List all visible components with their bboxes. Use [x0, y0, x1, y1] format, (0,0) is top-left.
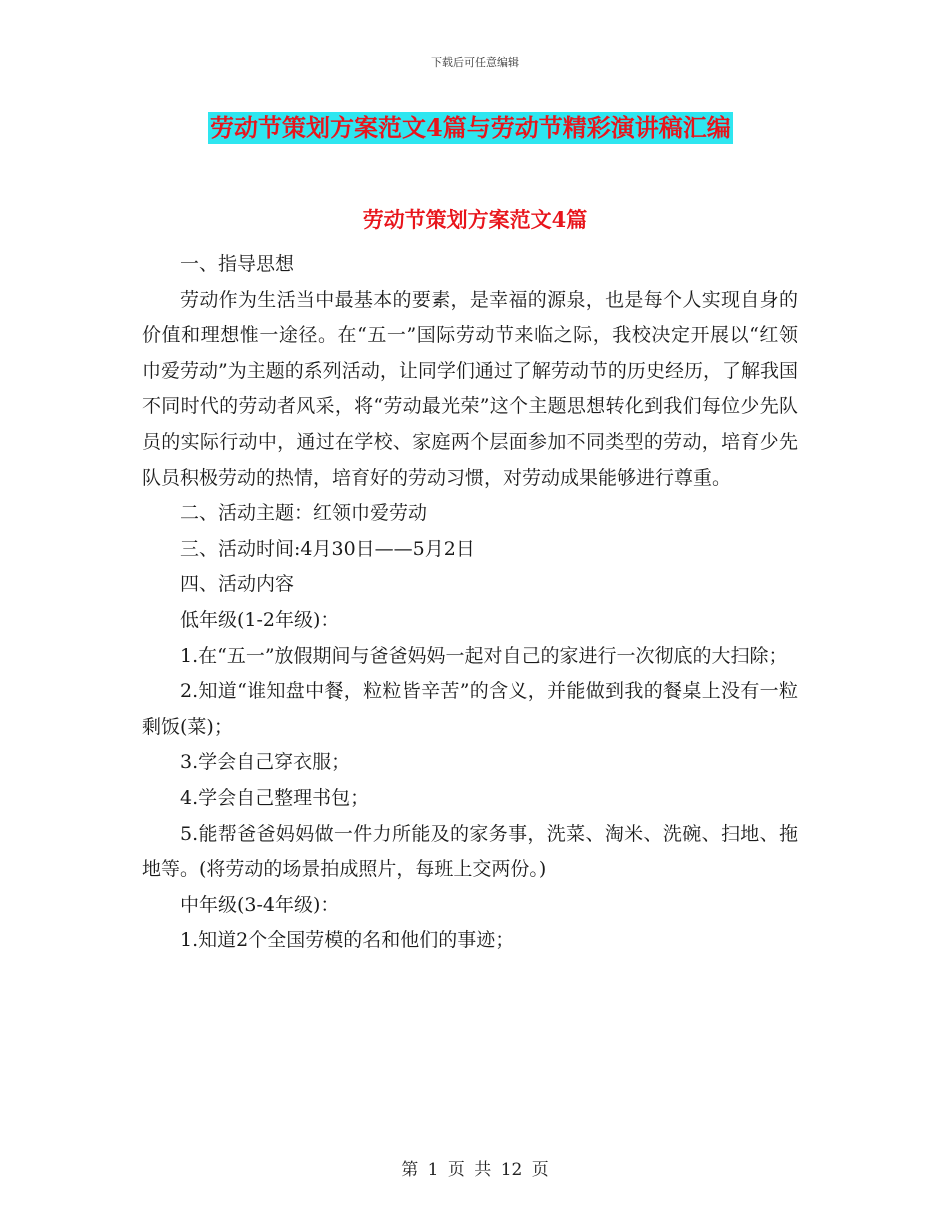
paragraph: 1.知道2个全国劳模的名和他们的事迹；	[180, 929, 515, 952]
paragraph: 一、指导思想	[180, 253, 295, 275]
paragraph: 劳动作为生活当中最基本的要素，是幸福的源泉，也是每个人实现自身的价值和理想惟一途径。在“五一”国际劳动节来临之际，我校决定开展以“红领巾爱劳动”为主题的系列活动，让同学们通过了解劳动节的历史经历，了解我国不同时代的劳动者风采，将“劳动最光荣”这个主题思想转化到我们每位少先队员的实际行动中，通过在学校、家庭两个层面参加不同类型的劳动，培育少先队员积极劳动的热情，培育好的劳动习惯，对劳动成果能够进行尊重。	[142, 288, 798, 489]
paragraph: 2.知道“谁知盘中餐，粒粒皆辛苦”的含义，并能做到我的餐桌上没有一粒剩饭(菜)；	[142, 680, 798, 738]
paragraph: 1.在“五一”放假期间与爸爸妈妈一起对自己的家进行一次彻底的大扫除；	[180, 644, 788, 667]
body-text	[142, 247, 798, 959]
section-title: 劳动节策划方案范文4篇	[362, 207, 588, 232]
header-note: 下载后可任意编辑	[431, 56, 519, 69]
paragraph: 低年级(1-2年级)：	[180, 608, 340, 631]
page-number: 第 1 页 共 12 页	[401, 1160, 549, 1180]
paragraph: 三、活动时间:4月30日——5月2日	[180, 537, 475, 560]
paragraph: 3.学会自己穿衣服；	[180, 751, 351, 774]
paragraph: 中年级(3-4年级)：	[180, 893, 340, 916]
paragraph: 四、活动内容	[180, 573, 295, 596]
document-title: 劳动节策划方案范文4篇与劳动节精彩演讲稿汇编	[210, 113, 731, 142]
paragraph: 4.学会自己整理书包；	[180, 786, 370, 809]
paragraph: 5.能帮爸爸妈妈做一件力所能及的家务事，洗菜、淘米、洗碗、扫地、拖地等。(将劳动的场景拍成照片，每班上交两份。)	[142, 822, 798, 881]
paragraph: 二、活动主题：红领巾爱劳动	[180, 502, 428, 525]
